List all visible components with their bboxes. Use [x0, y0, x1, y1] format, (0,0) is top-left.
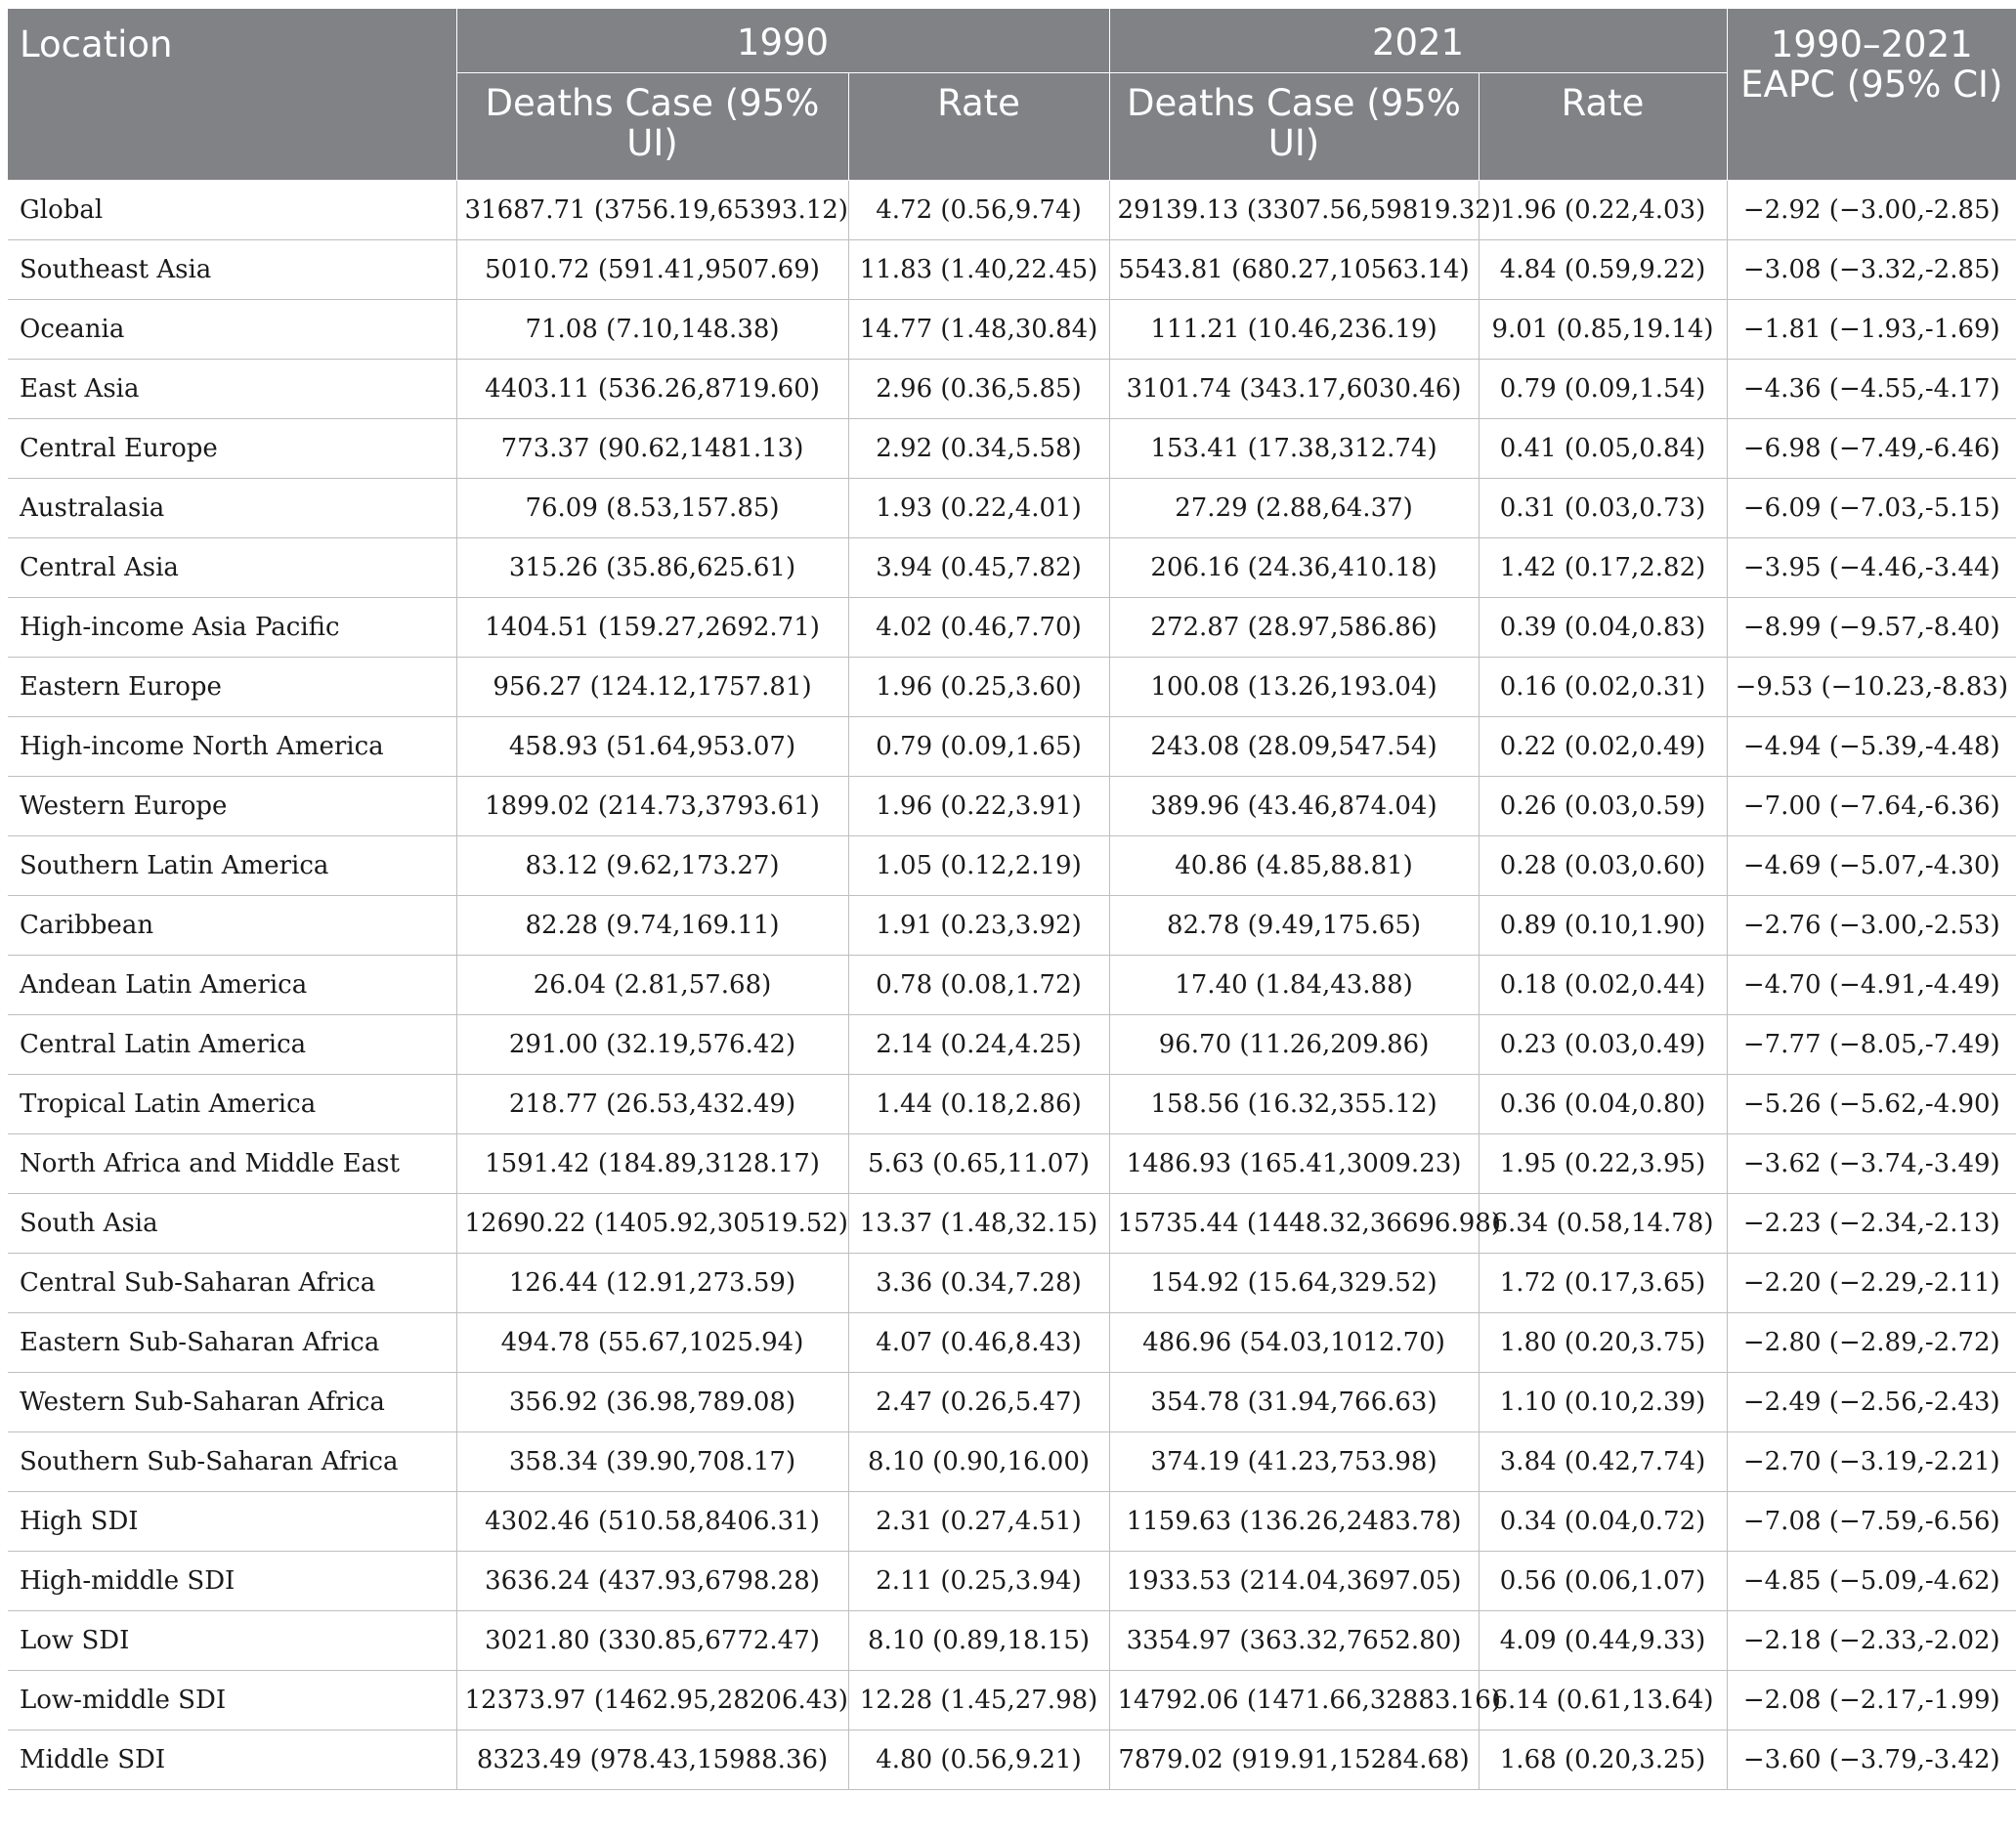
- cell-location: Eastern Sub-Saharan Africa: [8, 1313, 456, 1373]
- header-rate-2021: Rate: [1479, 73, 1727, 181]
- table-row: [8, 419, 2016, 479]
- cell-rate-2021: 9.01 (0.85,19.14): [1479, 300, 1727, 360]
- cell-rate-2021: 0.23 (0.03,0.49): [1479, 1015, 1727, 1075]
- cell-rate-2021: 1.10 (0.10,2.39): [1479, 1373, 1727, 1432]
- cell-deaths-1990: 12373.97 (1462.95,28206.43): [456, 1671, 848, 1730]
- cell-location: North Africa and Middle East: [8, 1134, 456, 1194]
- cell-location: Tropical Latin America: [8, 1075, 456, 1134]
- cell-deaths-1990: 1591.42 (184.89,3128.17): [456, 1134, 848, 1194]
- table-row: [8, 181, 2016, 240]
- cell-deaths-1990: 1899.02 (214.73,3793.61): [456, 777, 848, 836]
- cell-rate-1990: 13.37 (1.48,32.15): [848, 1194, 1109, 1254]
- cell-deaths-2021: 1933.53 (214.04,3697.05): [1109, 1552, 1479, 1611]
- cell-rate-1990: 2.11 (0.25,3.94): [848, 1552, 1109, 1611]
- cell-deaths-2021: 1159.63 (136.26,2483.78): [1109, 1492, 1479, 1552]
- table-row: [8, 538, 2016, 598]
- cell-rate-2021: 0.31 (0.03,0.73): [1479, 479, 1727, 538]
- cell-rate-1990: 8.10 (0.90,16.00): [848, 1432, 1109, 1492]
- cell-rate-2021: 6.34 (0.58,14.78): [1479, 1194, 1727, 1254]
- cell-eapc: −4.85 (−5.09,-4.62): [1727, 1552, 2016, 1611]
- cell-deaths-1990: 494.78 (55.67,1025.94): [456, 1313, 848, 1373]
- header-year-1990: 1990: [456, 9, 1109, 73]
- cell-rate-2021: 1.68 (0.20,3.25): [1479, 1730, 1727, 1790]
- cell-rate-1990: 14.77 (1.48,30.84): [848, 300, 1109, 360]
- cell-rate-1990: 0.79 (0.09,1.65): [848, 717, 1109, 777]
- cell-rate-1990: 4.07 (0.46,8.43): [848, 1313, 1109, 1373]
- cell-deaths-1990: 26.04 (2.81,57.68): [456, 956, 848, 1015]
- cell-location: High SDI: [8, 1492, 456, 1552]
- cell-eapc: −2.08 (−2.17,-1.99): [1727, 1671, 2016, 1730]
- cell-deaths-2021: 486.96 (54.03,1012.70): [1109, 1313, 1479, 1373]
- cell-deaths-2021: 1486.93 (165.41,3009.23): [1109, 1134, 1479, 1194]
- cell-deaths-1990: 773.37 (90.62,1481.13): [456, 419, 848, 479]
- table-row: [8, 717, 2016, 777]
- cell-location: Middle SDI: [8, 1730, 456, 1790]
- cell-rate-1990: 3.36 (0.34,7.28): [848, 1254, 1109, 1313]
- cell-rate-2021: 4.09 (0.44,9.33): [1479, 1611, 1727, 1671]
- table-row: [8, 1611, 2016, 1671]
- cell-eapc: −3.60 (−3.79,-3.42): [1727, 1730, 2016, 1790]
- cell-eapc: −9.53 (−10.23,-8.83): [1727, 658, 2016, 717]
- cell-rate-1990: 3.94 (0.45,7.82): [848, 538, 1109, 598]
- cell-eapc: −5.26 (−5.62,-4.90): [1727, 1075, 2016, 1134]
- cell-eapc: −1.81 (−1.93,-1.69): [1727, 300, 2016, 360]
- cell-location: Central Europe: [8, 419, 456, 479]
- cell-rate-1990: 1.96 (0.25,3.60): [848, 658, 1109, 717]
- cell-deaths-2021: 27.29 (2.88,64.37): [1109, 479, 1479, 538]
- cell-deaths-2021: 154.92 (15.64,329.52): [1109, 1254, 1479, 1313]
- cell-eapc: −2.80 (−2.89,-2.72): [1727, 1313, 2016, 1373]
- cell-deaths-2021: 40.86 (4.85,88.81): [1109, 836, 1479, 896]
- cell-location: Low SDI: [8, 1611, 456, 1671]
- cell-deaths-1990: 83.12 (9.62,173.27): [456, 836, 848, 896]
- cell-deaths-1990: 315.26 (35.86,625.61): [456, 538, 848, 598]
- cell-deaths-1990: 1404.51 (159.27,2692.71): [456, 598, 848, 658]
- cell-eapc: −4.36 (−4.55,-4.17): [1727, 360, 2016, 419]
- cell-location: Global: [8, 181, 456, 240]
- cell-deaths-1990: 956.27 (124.12,1757.81): [456, 658, 848, 717]
- cell-location: Caribbean: [8, 896, 456, 956]
- table-row: [8, 896, 2016, 956]
- cell-eapc: −2.49 (−2.56,-2.43): [1727, 1373, 2016, 1432]
- table-row: [8, 1254, 2016, 1313]
- cell-rate-1990: 12.28 (1.45,27.98): [848, 1671, 1109, 1730]
- cell-deaths-2021: 243.08 (28.09,547.54): [1109, 717, 1479, 777]
- cell-eapc: −3.08 (−3.32,-2.85): [1727, 240, 2016, 300]
- cell-deaths-2021: 3354.97 (363.32,7652.80): [1109, 1611, 1479, 1671]
- cell-rate-2021: 0.28 (0.03,0.60): [1479, 836, 1727, 896]
- table-row: [8, 1015, 2016, 1075]
- cell-deaths-1990: 12690.22 (1405.92,30519.52): [456, 1194, 848, 1254]
- cell-deaths-1990: 5010.72 (591.41,9507.69): [456, 240, 848, 300]
- cell-eapc: −6.09 (−7.03,-5.15): [1727, 479, 2016, 538]
- cell-deaths-2021: 272.87 (28.97,586.86): [1109, 598, 1479, 658]
- cell-rate-2021: 1.72 (0.17,3.65): [1479, 1254, 1727, 1313]
- table-row: [8, 1134, 2016, 1194]
- cell-rate-2021: 0.56 (0.06,1.07): [1479, 1552, 1727, 1611]
- cell-rate-1990: 2.92 (0.34,5.58): [848, 419, 1109, 479]
- cell-deaths-2021: 17.40 (1.84,43.88): [1109, 956, 1479, 1015]
- cell-location: Central Sub-Saharan Africa: [8, 1254, 456, 1313]
- cell-eapc: −4.70 (−4.91,-4.49): [1727, 956, 2016, 1015]
- cell-rate-2021: 0.18 (0.02,0.44): [1479, 956, 1727, 1015]
- cell-eapc: −7.00 (−7.64,-6.36): [1727, 777, 2016, 836]
- table-row: [8, 956, 2016, 1015]
- cell-location: Central Latin America: [8, 1015, 456, 1075]
- cell-deaths-1990: 218.77 (26.53,432.49): [456, 1075, 848, 1134]
- cell-deaths-1990: 126.44 (12.91,273.59): [456, 1254, 848, 1313]
- cell-eapc: −2.92 (−3.00,-2.85): [1727, 181, 2016, 240]
- header-year-2021: 2021: [1109, 9, 1727, 73]
- cell-location: Western Sub-Saharan Africa: [8, 1373, 456, 1432]
- cell-eapc: −2.20 (−2.29,-2.11): [1727, 1254, 2016, 1313]
- cell-rate-1990: 8.10 (0.89,18.15): [848, 1611, 1109, 1671]
- cell-deaths-2021: 96.70 (11.26,209.86): [1109, 1015, 1479, 1075]
- cell-deaths-2021: 354.78 (31.94,766.63): [1109, 1373, 1479, 1432]
- cell-eapc: −7.08 (−7.59,-6.56): [1727, 1492, 2016, 1552]
- cell-rate-2021: 0.79 (0.09,1.54): [1479, 360, 1727, 419]
- cell-deaths-2021: 5543.81 (680.27,10563.14): [1109, 240, 1479, 300]
- cell-deaths-1990: 3636.24 (437.93,6798.28): [456, 1552, 848, 1611]
- table-row: [8, 1313, 2016, 1373]
- table-row: [8, 598, 2016, 658]
- cell-location: Low-middle SDI: [8, 1671, 456, 1730]
- cell-eapc: −7.77 (−8.05,-7.49): [1727, 1015, 2016, 1075]
- cell-deaths-1990: 458.93 (51.64,953.07): [456, 717, 848, 777]
- cell-deaths-2021: 3101.74 (343.17,6030.46): [1109, 360, 1479, 419]
- table-row: [8, 1730, 2016, 1790]
- table-row: [8, 777, 2016, 836]
- cell-location: Western Europe: [8, 777, 456, 836]
- cell-deaths-2021: 389.96 (43.46,874.04): [1109, 777, 1479, 836]
- cell-location: East Asia: [8, 360, 456, 419]
- cell-rate-2021: 4.84 (0.59,9.22): [1479, 240, 1727, 300]
- cell-location: High-middle SDI: [8, 1552, 456, 1611]
- cell-rate-2021: 1.95 (0.22,3.95): [1479, 1134, 1727, 1194]
- table-row: [8, 1552, 2016, 1611]
- cell-eapc: −3.62 (−3.74,-3.49): [1727, 1134, 2016, 1194]
- table-row: [8, 1075, 2016, 1134]
- cell-deaths-2021: 14792.06 (1471.66,32883.16): [1109, 1671, 1479, 1730]
- cell-location: Southern Sub-Saharan Africa: [8, 1432, 456, 1492]
- cell-rate-1990: 4.02 (0.46,7.70): [848, 598, 1109, 658]
- cell-deaths-1990: 8323.49 (978.43,15988.36): [456, 1730, 848, 1790]
- cell-deaths-2021: 82.78 (9.49,175.65): [1109, 896, 1479, 956]
- cell-location: Central Asia: [8, 538, 456, 598]
- cell-rate-2021: 0.89 (0.10,1.90): [1479, 896, 1727, 956]
- header-eapc: 1990–2021 EAPC (95% CI): [1727, 9, 2016, 181]
- cell-rate-1990: 1.44 (0.18,2.86): [848, 1075, 1109, 1134]
- table-header: [8, 9, 2016, 181]
- cell-deaths-1990: 76.09 (8.53,157.85): [456, 479, 848, 538]
- cell-eapc: −2.18 (−2.33,-2.02): [1727, 1611, 2016, 1671]
- cell-rate-1990: 4.72 (0.56,9.74): [848, 181, 1109, 240]
- table-container: [8, 8, 2016, 1790]
- cell-rate-2021: 0.16 (0.02,0.31): [1479, 658, 1727, 717]
- cell-rate-1990: 11.83 (1.40,22.45): [848, 240, 1109, 300]
- cell-deaths-1990: 4302.46 (510.58,8406.31): [456, 1492, 848, 1552]
- cell-location: High-income North America: [8, 717, 456, 777]
- cell-rate-1990: 2.14 (0.24,4.25): [848, 1015, 1109, 1075]
- cell-rate-1990: 2.31 (0.27,4.51): [848, 1492, 1109, 1552]
- cell-rate-2021: 6.14 (0.61,13.64): [1479, 1671, 1727, 1730]
- cell-rate-2021: 0.34 (0.04,0.72): [1479, 1492, 1727, 1552]
- cell-eapc: −6.98 (−7.49,-6.46): [1727, 419, 2016, 479]
- cell-rate-1990: 2.47 (0.26,5.47): [848, 1373, 1109, 1432]
- cell-eapc: −8.99 (−9.57,-8.40): [1727, 598, 2016, 658]
- cell-deaths-1990: 291.00 (32.19,576.42): [456, 1015, 848, 1075]
- table-row: [8, 360, 2016, 419]
- cell-deaths-2021: 29139.13 (3307.56,59819.32): [1109, 181, 1479, 240]
- table-row: [8, 300, 2016, 360]
- table-row: [8, 1194, 2016, 1254]
- cell-deaths-2021: 153.41 (17.38,312.74): [1109, 419, 1479, 479]
- cell-deaths-1990: 31687.71 (3756.19,65393.12): [456, 181, 848, 240]
- cell-location: Andean Latin America: [8, 956, 456, 1015]
- cell-deaths-1990: 358.34 (39.90,708.17): [456, 1432, 848, 1492]
- cell-eapc: −4.69 (−5.07,-4.30): [1727, 836, 2016, 896]
- cell-rate-1990: 4.80 (0.56,9.21): [848, 1730, 1109, 1790]
- cell-rate-2021: 0.39 (0.04,0.83): [1479, 598, 1727, 658]
- header-deaths-2021: Deaths Case (95% UI): [1109, 73, 1479, 181]
- cell-location: High-income Asia Pacific: [8, 598, 456, 658]
- cell-rate-1990: 1.96 (0.22,3.91): [848, 777, 1109, 836]
- cell-deaths-2021: 7879.02 (919.91,15284.68): [1109, 1730, 1479, 1790]
- cell-deaths-1990: 71.08 (7.10,148.38): [456, 300, 848, 360]
- header-deaths-1990: Deaths Case (95% UI): [456, 73, 848, 181]
- table-row: [8, 240, 2016, 300]
- cell-rate-2021: 0.36 (0.04,0.80): [1479, 1075, 1727, 1134]
- cell-deaths-2021: 374.19 (41.23,753.98): [1109, 1432, 1479, 1492]
- cell-deaths-1990: 3021.80 (330.85,6772.47): [456, 1611, 848, 1671]
- cell-eapc: −2.76 (−3.00,-2.53): [1727, 896, 2016, 956]
- table-row: [8, 479, 2016, 538]
- cell-rate-1990: 1.91 (0.23,3.92): [848, 896, 1109, 956]
- cell-eapc: −2.70 (−3.19,-2.21): [1727, 1432, 2016, 1492]
- cell-eapc: −2.23 (−2.34,-2.13): [1727, 1194, 2016, 1254]
- header-rate-1990: Rate: [848, 73, 1109, 181]
- cell-rate-1990: 5.63 (0.65,11.07): [848, 1134, 1109, 1194]
- cell-rate-2021: 1.96 (0.22,4.03): [1479, 181, 1727, 240]
- cell-location: Australasia: [8, 479, 456, 538]
- cell-deaths-1990: 356.92 (36.98,789.08): [456, 1373, 848, 1432]
- cell-deaths-1990: 4403.11 (536.26,8719.60): [456, 360, 848, 419]
- cell-rate-1990: 0.78 (0.08,1.72): [848, 956, 1109, 1015]
- cell-location: Southern Latin America: [8, 836, 456, 896]
- cell-rate-2021: 1.80 (0.20,3.75): [1479, 1313, 1727, 1373]
- cell-eapc: −4.94 (−5.39,-4.48): [1727, 717, 2016, 777]
- cell-deaths-2021: 15735.44 (1448.32,36696.98): [1109, 1194, 1479, 1254]
- cell-location: Oceania: [8, 300, 456, 360]
- cell-deaths-2021: 158.56 (16.32,355.12): [1109, 1075, 1479, 1134]
- data-table: [8, 8, 2016, 1790]
- table-body: [8, 181, 2016, 1790]
- cell-rate-1990: 2.96 (0.36,5.85): [848, 360, 1109, 419]
- cell-location: Southeast Asia: [8, 240, 456, 300]
- cell-rate-2021: 0.22 (0.02,0.49): [1479, 717, 1727, 777]
- cell-deaths-2021: 100.08 (13.26,193.04): [1109, 658, 1479, 717]
- cell-rate-1990: 1.05 (0.12,2.19): [848, 836, 1109, 896]
- table-row: [8, 1492, 2016, 1552]
- cell-rate-2021: 1.42 (0.17,2.82): [1479, 538, 1727, 598]
- cell-deaths-2021: 206.16 (24.36,410.18): [1109, 538, 1479, 598]
- table-row: [8, 1432, 2016, 1492]
- table-row: [8, 658, 2016, 717]
- cell-rate-2021: 0.26 (0.03,0.59): [1479, 777, 1727, 836]
- table-row: [8, 836, 2016, 896]
- cell-rate-2021: 3.84 (0.42,7.74): [1479, 1432, 1727, 1492]
- header-location: Location: [8, 9, 456, 181]
- cell-location: South Asia: [8, 1194, 456, 1254]
- table-row: [8, 1671, 2016, 1730]
- table-row: [8, 1373, 2016, 1432]
- cell-eapc: −3.95 (−4.46,-3.44): [1727, 538, 2016, 598]
- cell-deaths-1990: 82.28 (9.74,169.11): [456, 896, 848, 956]
- cell-rate-1990: 1.93 (0.22,4.01): [848, 479, 1109, 538]
- cell-rate-2021: 0.41 (0.05,0.84): [1479, 419, 1727, 479]
- cell-deaths-2021: 111.21 (10.46,236.19): [1109, 300, 1479, 360]
- cell-location: Eastern Europe: [8, 658, 456, 717]
